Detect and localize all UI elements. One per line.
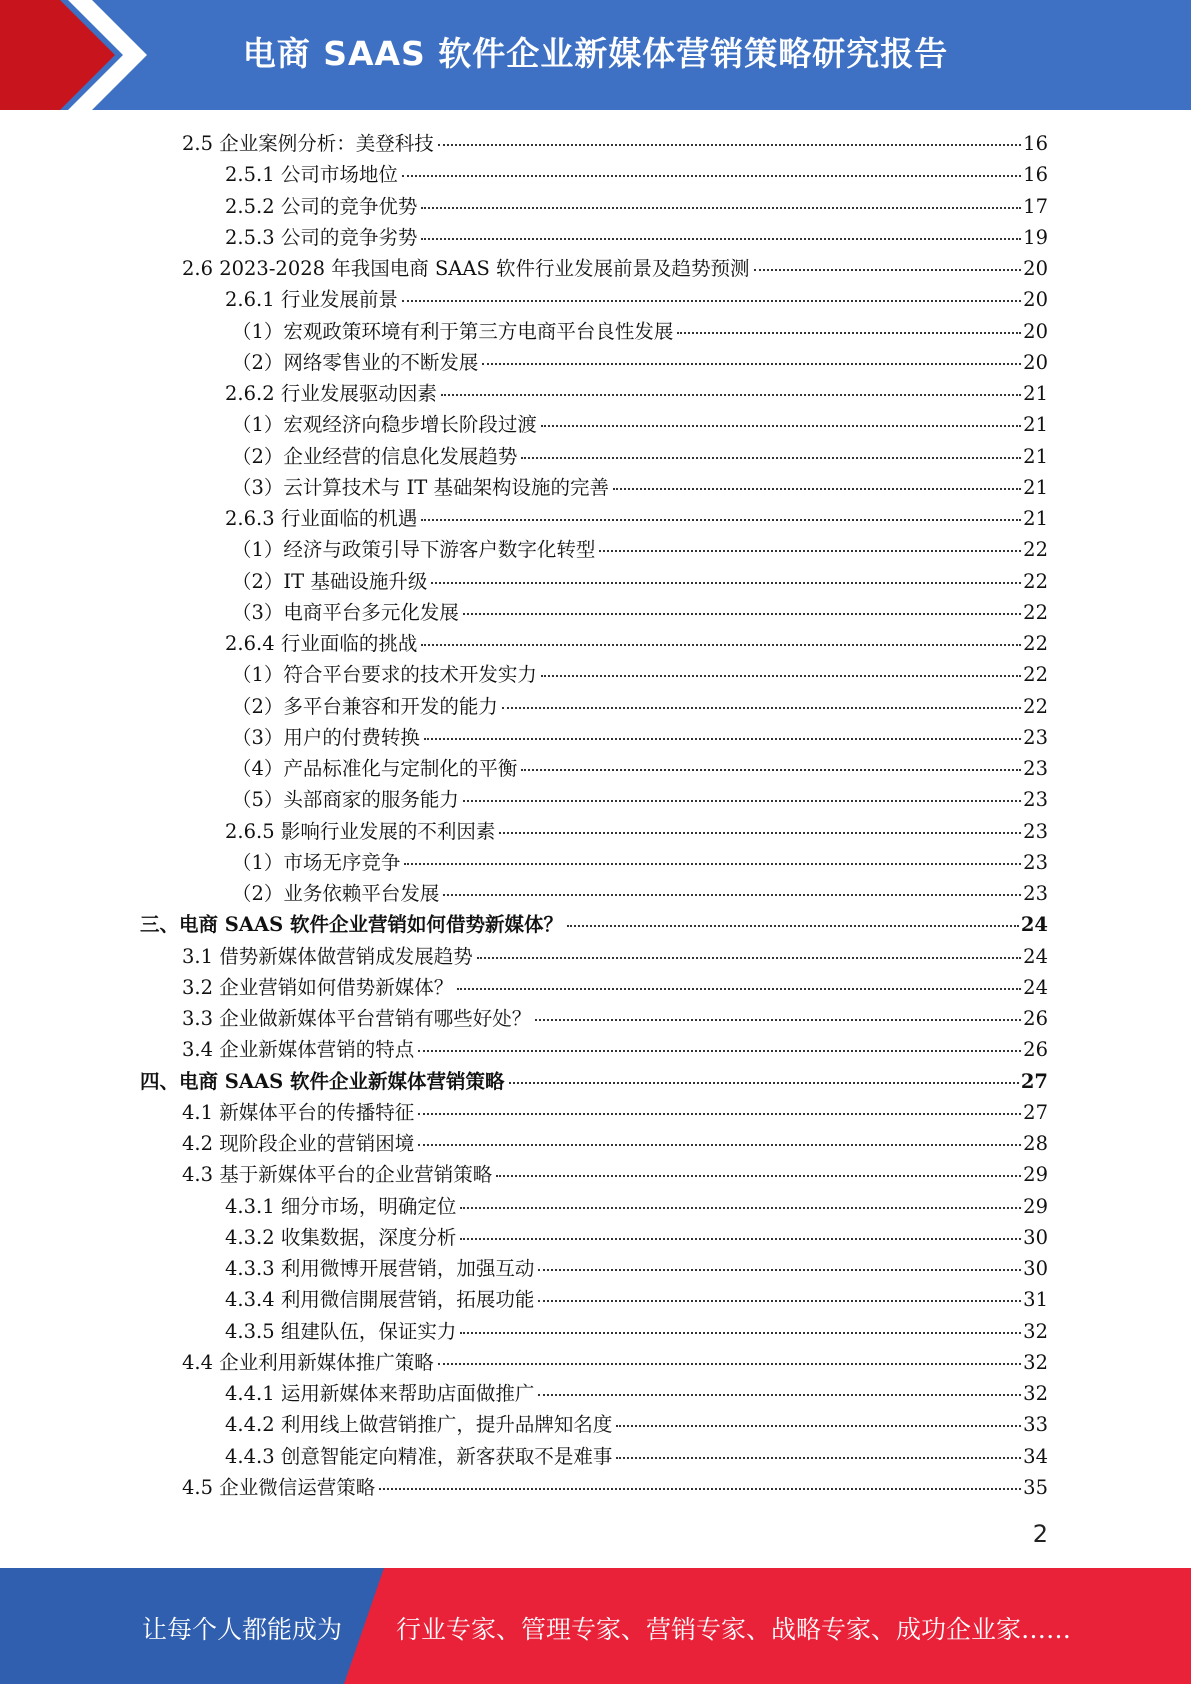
toc-entry-title: （2）企业经营的信息化发展趋势: [232, 444, 518, 468]
toc-entry-title: （4）产品标准化与定制化的平衡: [232, 757, 518, 780]
toc-leader-dots: [477, 957, 1021, 959]
toc-entry-page: 33: [1023, 1413, 1048, 1437]
toc-entry-page: 26: [1023, 1038, 1048, 1062]
toc-entry[interactable]: [140, 503, 1048, 534]
toc-entry-title: （1）市场无序竞争: [232, 850, 401, 874]
toc-entry-title: （1）经济与政策引导下游客户数字化转型: [232, 538, 596, 562]
page-number: 2: [1032, 1520, 1048, 1548]
toc-leader-dots: [538, 1300, 1021, 1302]
toc-entry[interactable]: [140, 722, 1048, 753]
toc-entry-title: （5）头部商家的服务能力: [232, 788, 459, 812]
toc-leader-dots: [538, 1269, 1021, 1271]
toc-entry-title: 三、电商 SAAS 软件企业营销如何借势新媒体？: [140, 913, 564, 937]
toc-entry[interactable]: [140, 1066, 1048, 1097]
toc-leader-dots: [460, 1238, 1021, 1240]
toc-entry-title: 2.6.3 行业面临的机遇: [225, 507, 418, 530]
toc-entry[interactable]: [140, 972, 1048, 1003]
toc-entry[interactable]: [140, 1159, 1048, 1190]
toc-entry[interactable]: [140, 597, 1048, 628]
toc-leader-dots: [418, 1144, 1021, 1146]
toc-entry-page: 16: [1023, 163, 1048, 187]
toc-entry-title: （2）多平台兼容和开发的能力: [232, 694, 498, 718]
toc-entry[interactable]: [140, 816, 1048, 847]
toc-entry[interactable]: [140, 1472, 1048, 1503]
toc-leader-dots: [418, 1113, 1021, 1115]
toc-leader-dots: [421, 519, 1021, 521]
toc-entry-page: 23: [1023, 819, 1048, 843]
toc-leader-dots: [457, 988, 1021, 990]
toc-entry-page: 23: [1023, 725, 1048, 749]
toc-entry-title: 四、电商 SAAS 软件企业新媒体营销策略: [140, 1069, 505, 1093]
toc-leader-dots: [541, 675, 1021, 677]
toc-entry-page: 24: [1020, 913, 1048, 937]
toc-entry[interactable]: [140, 1222, 1048, 1253]
toc-leader-dots: [424, 738, 1021, 740]
toc-entry-page: 21: [1023, 475, 1048, 499]
toc-entry[interactable]: [140, 472, 1048, 503]
toc-leader-dots: [613, 488, 1021, 490]
toc-entry-page: 19: [1023, 225, 1048, 249]
toc-leader-dots: [538, 1394, 1021, 1396]
toc-entry-page: 22: [1023, 663, 1048, 687]
table-of-contents: [140, 128, 1048, 1503]
toc-entry-title: （3）用户的付费转换: [232, 725, 420, 749]
toc-entry[interactable]: [140, 128, 1048, 159]
toc-leader-dots: [460, 1332, 1021, 1334]
toc-entry-title: 4.1 新媒体平台的传播特征: [182, 1100, 415, 1124]
toc-entry-title: 2.6.2 行业发展驱动因素: [225, 382, 437, 405]
toc-entry-page: 20: [1023, 319, 1048, 343]
toc-leader-dots: [535, 1019, 1021, 1021]
toc-leader-dots: [404, 863, 1021, 865]
toc-entry-title: 4.2 现阶段企业的营销困境: [182, 1132, 415, 1155]
toc-entry-page: 20: [1023, 257, 1048, 280]
toc-entry-title: 2.6.5 影响行业发展的不利因素: [225, 819, 496, 843]
toc-entry[interactable]: [140, 1253, 1048, 1284]
toc-entry-page: 23: [1023, 757, 1048, 780]
toc-entry-page: 29: [1023, 1163, 1048, 1187]
toc-leader-dots: [502, 707, 1021, 709]
toc-leader-dots: [616, 1425, 1021, 1427]
toc-entry[interactable]: [140, 316, 1048, 347]
toc-entry-page: 24: [1023, 944, 1048, 968]
toc-entry-title: （1）宏观政策环境有利于第三方电商平台良性发展: [232, 319, 674, 343]
toc-entry-title: 4.3.1 细分市场，明确定位: [225, 1194, 457, 1218]
toc-entry[interactable]: [140, 1378, 1048, 1409]
toc-entry-page: 20: [1023, 350, 1048, 374]
toc-entry-page: 20: [1023, 288, 1048, 312]
toc-entry[interactable]: [140, 1128, 1048, 1159]
toc-leader-dots: [438, 1363, 1021, 1365]
toc-leader-dots: [599, 550, 1021, 552]
toc-entry[interactable]: [140, 847, 1048, 878]
toc-entry-page: 27: [1023, 1100, 1048, 1124]
toc-entry-title: 4.5 企业微信运营策略: [182, 1475, 376, 1499]
toc-leader-dots: [521, 769, 1021, 771]
toc-entry-page: 22: [1023, 632, 1048, 655]
toc-entry-page: 23: [1023, 882, 1048, 905]
toc-leader-dots: [438, 144, 1021, 146]
toc-entry-title: 2.6 2023-2028 年我国电商 SAAS 软件行业发展前景及趋势预测: [182, 257, 750, 280]
toc-leader-dots: [677, 332, 1021, 334]
toc-leader-dots: [441, 394, 1021, 396]
toc-leader-dots: [379, 1488, 1021, 1490]
toc-entry-title: 2.5.1 公司市场地位: [225, 163, 398, 187]
toc-entry-page: 32: [1023, 1350, 1048, 1374]
toc-entry-title: （3）电商平台多元化发展: [232, 600, 459, 624]
toc-leader-dots: [421, 238, 1021, 240]
toc-entry[interactable]: [140, 1316, 1048, 1347]
toc-leader-dots: [567, 925, 1019, 927]
toc-entry-page: 21: [1023, 507, 1048, 530]
toc-entry[interactable]: [140, 1191, 1048, 1222]
toc-leader-dots: [421, 644, 1021, 646]
toc-leader-dots: [463, 800, 1021, 802]
toc-entry-page: 32: [1023, 1319, 1048, 1343]
toc-entry-title: （1）宏观经济向稳步增长阶段过渡: [232, 413, 537, 437]
toc-leader-dots: [754, 269, 1022, 271]
toc-entry-title: 4.3.3 利用微博开展营销，加强互动: [225, 1257, 535, 1280]
toc-entry-page: 29: [1023, 1194, 1048, 1218]
toc-entry-title: 4.3.5 组建队伍，保证实力: [225, 1319, 457, 1343]
toc-entry-page: 16: [1023, 132, 1048, 155]
toc-entry[interactable]: [140, 878, 1048, 909]
toc-entry[interactable]: [140, 253, 1048, 284]
toc-entry-title: 4.4.3 创意智能定向精准，新客获取不是难事: [225, 1444, 613, 1468]
toc-leader-dots: [460, 1207, 1021, 1209]
document-title: 电商 SAAS 软件企业新媒体营销策略研究报告: [242, 34, 949, 73]
page-footer: [0, 1568, 1191, 1684]
toc-entry-title: 4.4 企业利用新媒体推广策略: [182, 1350, 434, 1374]
toc-entry-title: 4.4.1 运用新媒体来帮助店面做推广: [225, 1382, 535, 1405]
toc-entry-page: 28: [1023, 1132, 1048, 1155]
toc-entry-title: （2）IT 基础设施升级: [232, 569, 428, 593]
toc-entry[interactable]: [140, 1441, 1048, 1472]
toc-entry-title: 4.3.2 收集数据，深度分析: [225, 1225, 457, 1249]
toc-entry[interactable]: [140, 566, 1048, 597]
toc-entry-page: 22: [1023, 569, 1048, 593]
toc-leader-dots: [496, 1175, 1021, 1177]
toc-entry[interactable]: [140, 284, 1048, 315]
toc-entry-page: 21: [1023, 444, 1048, 468]
toc-entry[interactable]: [140, 159, 1048, 190]
toc-entry[interactable]: [140, 191, 1048, 222]
toc-leader-dots: [402, 300, 1021, 302]
toc-entry[interactable]: [140, 784, 1048, 815]
toc-leader-dots: [541, 425, 1021, 427]
toc-entry-title: 2.5 企业案例分析：美登科技: [182, 132, 434, 155]
toc-entry[interactable]: [140, 1409, 1048, 1440]
footer-slogan-left: 让每个人都能成为: [142, 1615, 343, 1644]
toc-entry-title: （1）符合平台要求的技术开发实力: [232, 663, 537, 687]
toc-entry[interactable]: [140, 441, 1048, 472]
toc-entry[interactable]: [140, 941, 1048, 972]
toc-entry-page: 27: [1020, 1069, 1048, 1093]
toc-entry-page: 22: [1023, 694, 1048, 718]
toc-entry[interactable]: [140, 1097, 1048, 1128]
toc-entry-title: （2）业务依赖平台发展: [232, 882, 440, 905]
toc-leader-dots: [418, 1050, 1021, 1052]
toc-entry-title: 4.4.2 利用线上做营销推广，提升品牌知名度: [225, 1413, 613, 1437]
toc-entry-page: 21: [1023, 413, 1048, 437]
toc-entry-page: 21: [1023, 382, 1048, 405]
toc-leader-dots: [443, 894, 1021, 896]
toc-entry[interactable]: [140, 628, 1048, 659]
footer-slogan-right: 行业专家、管理专家、营销专家、战略专家、成功企业家……: [396, 1615, 1072, 1644]
toc-entry-title: （3）云计算技术与 IT 基础架构设施的完善: [232, 475, 610, 499]
toc-entry-page: 22: [1023, 538, 1048, 562]
toc-entry[interactable]: [140, 909, 1048, 940]
page-header: [0, 0, 1191, 110]
toc-entry-title: 4.3.4 利用微信開展营销，拓展功能: [225, 1288, 535, 1312]
toc-entry[interactable]: [140, 1284, 1048, 1315]
toc-entry-title: 2.6.1 行业发展前景: [225, 288, 398, 312]
toc-entry-title: 3.3 企业做新媒体平台营销有哪些好处？: [182, 1007, 532, 1030]
toc-leader-dots: [402, 175, 1021, 177]
toc-entry-title: 3.1 借势新媒体做营销成发展趋势: [182, 944, 473, 968]
toc-entry-page: 23: [1023, 788, 1048, 812]
toc-leader-dots: [431, 582, 1021, 584]
toc-entry[interactable]: [140, 659, 1048, 690]
toc-entry-page: 31: [1023, 1288, 1048, 1312]
toc-leader-dots: [482, 363, 1021, 365]
toc-leader-dots: [509, 1082, 1019, 1084]
toc-entry[interactable]: [140, 378, 1048, 409]
toc-entry-title: 3.4 企业新媒体营销的特点: [182, 1038, 415, 1062]
toc-entry-title: 4.3 基于新媒体平台的企业营销策略: [182, 1163, 493, 1187]
toc-entry-title: 2.6.4 行业面临的挑战: [225, 632, 418, 655]
toc-entry-page: 30: [1023, 1225, 1048, 1249]
toc-entry[interactable]: [140, 753, 1048, 784]
toc-entry-title: 2.5.2 公司的竞争优势: [225, 194, 418, 218]
toc-entry[interactable]: [140, 347, 1048, 378]
toc-leader-dots: [499, 832, 1021, 834]
toc-entry[interactable]: [140, 534, 1048, 565]
toc-entry-page: 34: [1023, 1444, 1048, 1468]
toc-entry[interactable]: [140, 1003, 1048, 1034]
toc-leader-dots: [463, 613, 1021, 615]
toc-entry-page: 22: [1023, 600, 1048, 624]
toc-entry-title: （2）网络零售业的不断发展: [232, 350, 479, 374]
toc-entry-title: 2.5.3 公司的竞争劣势: [225, 225, 418, 249]
toc-leader-dots: [616, 1457, 1021, 1459]
toc-entry[interactable]: [140, 222, 1048, 253]
toc-entry[interactable]: [140, 691, 1048, 722]
toc-entry[interactable]: [140, 409, 1048, 440]
toc-leader-dots: [421, 207, 1021, 209]
toc-entry-page: 35: [1023, 1475, 1048, 1499]
toc-entry-title: 3.2 企业营销如何借势新媒体？: [182, 975, 454, 999]
toc-entry-page: 17: [1023, 194, 1048, 218]
toc-entry-page: 24: [1023, 975, 1048, 999]
toc-entry-page: 23: [1023, 850, 1048, 874]
toc-entry-page: 26: [1023, 1007, 1048, 1030]
toc-entry[interactable]: [140, 1034, 1048, 1065]
toc-entry[interactable]: [140, 1347, 1048, 1378]
toc-entry-page: 30: [1023, 1257, 1048, 1280]
toc-leader-dots: [521, 457, 1021, 459]
toc-entry-page: 32: [1023, 1382, 1048, 1405]
